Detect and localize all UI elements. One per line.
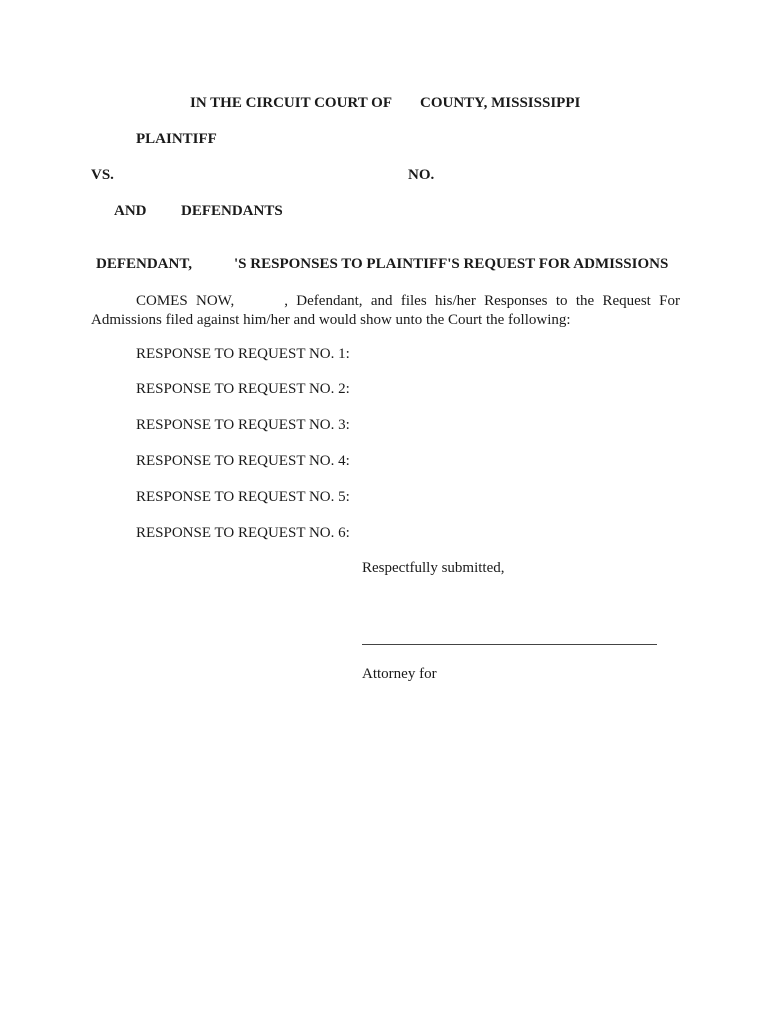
- vs-label: VS.: [91, 167, 114, 183]
- plaintiff-label: PLAINTIFF: [136, 131, 217, 147]
- intro-paragraph: [91, 292, 680, 330]
- intro-line2: Admissions filed against him/her and would show unto the Court the following:: [91, 312, 571, 328]
- court-heading-suffix: COUNTY, MISSISSIPPI: [420, 95, 581, 111]
- case-number-label: NO.: [408, 167, 435, 183]
- comes-now-text: COMES NOW,: [136, 293, 235, 309]
- response-4: RESPONSE TO REQUEST NO. 4:: [136, 453, 350, 469]
- defendants-label: DEFENDANTS: [181, 203, 283, 219]
- intro-line1-rest: , Defendant, and files his/her Responses to the Request For: [284, 293, 680, 309]
- response-3: RESPONSE TO REQUEST NO. 3:: [136, 417, 350, 433]
- court-heading-prefix: IN THE CIRCUIT COURT OF: [190, 95, 393, 111]
- response-6: RESPONSE TO REQUEST NO. 6:: [136, 525, 350, 541]
- title-defendant: DEFENDANT,: [96, 256, 192, 272]
- title-responses: 'S RESPONSES TO PLAINTIFF'S REQUEST FOR ADMISSIONS: [234, 256, 669, 272]
- attorney-for-label: Attorney for: [362, 666, 437, 682]
- response-5: RESPONSE TO REQUEST NO. 5:: [136, 489, 350, 505]
- response-2: RESPONSE TO REQUEST NO. 2:: [136, 381, 350, 397]
- and-label: AND: [114, 203, 147, 219]
- signature-line: [362, 644, 657, 645]
- response-1: RESPONSE TO REQUEST NO. 1:: [136, 346, 350, 362]
- closing-text: Respectfully submitted,: [362, 560, 505, 576]
